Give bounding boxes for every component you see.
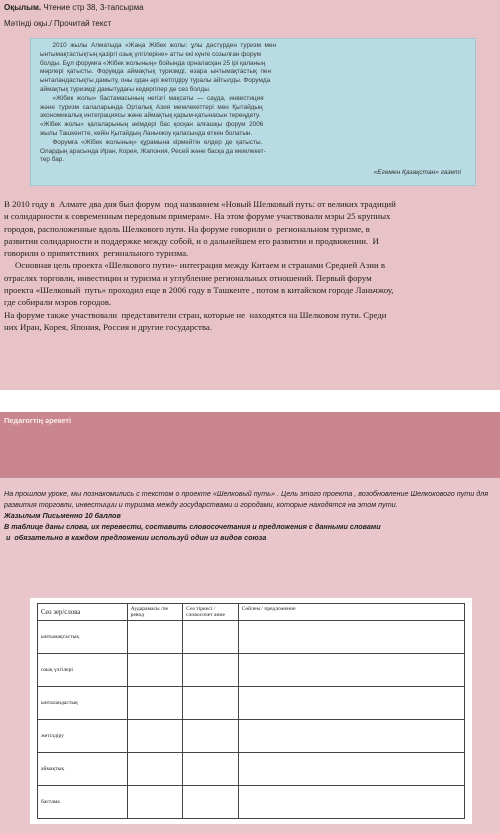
task-instruction: В таблице даны слова, их перевести, составить словосочетания и предложения с данными словами и обязательно в каждом предложении используй один из видов союза (4, 522, 381, 542)
reading-title-bold: Оқылым. (4, 3, 42, 12)
reading-subtitle: Мәтінді оқы./ Прочитай текст (4, 19, 112, 28)
section-title: Педагогтің әрекеті (4, 416, 72, 425)
row-sentence-cell[interactable] (238, 786, 464, 819)
row-sentence-cell[interactable] (238, 720, 464, 753)
row-phrase-cell[interactable] (183, 786, 239, 819)
task-text (4, 488, 498, 543)
table-row (38, 753, 465, 786)
table-row (38, 621, 465, 654)
row-word: ынтымақтастық (38, 621, 128, 654)
task-intro: На прошлом уроке, мы познакомились с текстом о проекте «Шелковый путь» . Цель этого проекта , возобновление Шелкокового пути для развития торговли, инвестиции и туризма между государствами и городами, которые находятся на этом пути. (4, 489, 489, 509)
task-section (0, 412, 500, 834)
task-heading: Жазылым Письменно 10 баллов (4, 511, 121, 520)
row-translation-cell[interactable] (127, 687, 183, 720)
page-gap (0, 390, 500, 412)
row-phrase-cell[interactable] (183, 720, 239, 753)
table-row (38, 654, 465, 687)
row-translation-cell[interactable] (127, 786, 183, 819)
reading-section (0, 0, 500, 390)
table-row (38, 720, 465, 753)
row-phrase-cell[interactable] (183, 687, 239, 720)
row-word: жетілдіру (38, 720, 128, 753)
header-translation: Аударамасы /пе ревод (127, 604, 183, 621)
row-word: аймақтық (38, 753, 128, 786)
header-words: Сөз зер/слова (38, 604, 128, 621)
row-translation-cell[interactable] (127, 654, 183, 687)
row-translation-cell[interactable] (127, 720, 183, 753)
row-sentence-cell[interactable] (238, 654, 464, 687)
word-table (37, 603, 465, 819)
row-word: ынталандастық (38, 687, 128, 720)
word-table-wrapper (30, 598, 472, 824)
kazakh-text-scan (30, 38, 476, 186)
russian-translation: В 2010 году в Алмате два дня был форум под названием «Новый Шелковый путь: от великих традиций и солидарности к современным передовым примерам». На этом форуме участвовали мэры 25 крупных городов, расположенные вдоль Шелкового пути. На форуме говорили о региональном туризме, в развитии солидарности и поддержке между собой, и о дальнейшем его развитии и продвижении. И говорили о припятствиях регинального туризма. Основная цель проекта «Шелкового пути»- интеграция между Китаем и странами Средней Азии в отраслях торговли, инвестиции и туризма и углубление региональных отношений. Первый форум проекта «Шелковый путь» проходил еще в 2006 году в Ташкенте , потом в китайском городе Ланьчжоу, где собирали мэров городов. На форуме также участвовали представители стран, которые не находятся на Шелковом пути. Среди них Иран, Корея, Япония, Россия и другие государства. (4, 199, 396, 332)
row-translation-cell[interactable] (127, 753, 183, 786)
table-row (38, 687, 465, 720)
row-word: бастама (38, 786, 128, 819)
header-phrase: Сөз тіркесі / словосочет ание (183, 604, 239, 621)
row-phrase-cell[interactable] (183, 621, 239, 654)
table-row (38, 786, 465, 819)
kazakh-text-source: «Егемен Қазақстан» газеті (373, 169, 461, 176)
row-phrase-cell[interactable] (183, 654, 239, 687)
row-sentence-cell[interactable] (238, 687, 464, 720)
row-sentence-cell[interactable] (238, 621, 464, 654)
header-sentence: Сөйлем / предложение (238, 604, 464, 621)
row-translation-cell[interactable] (127, 621, 183, 654)
row-word: озық үлгілері (38, 654, 128, 687)
kazakh-text-body: 2010 жылы Алматыда «Жаңа Жібек жолы: ұлы дәстүрден туризм мен ынтымақтастықтың қазіргі озық үлгілеріне» атты екі күнге созылған форум болды. Бұл форумға «Жібек жолының» бойында орналасқан 25 ірі қаланың мәрлері қатысты. Форумда аймақтық туризмді, өзара ынтымақтастық пен ынталандастықты дамыту, оны одан әрі жетілдіру туралы айтылды. Форумда аймақтық туризмді дамытудағы кедергілер де сөз болды. «Жібек жолы» бастамасының негізгі мақсаты — сауда, инвестиция және туризм салаларында Орталық Азия мемлекеттері мен Қытайдың экономикалық интеграциясы және аймақтық қарым-қатынасын тереңдету. «Жібек жолы» қалаларының әкімдері бас қосқан алғашқы форум 2006 жылы Ташкентте, кейін Қытайдың Ланьчжоу қаласында өткен болатын. Форумға «Жібек жолының» құрамына кірмейтін елдер де қатысты. Олардың арасында Иран, Корея, Жапония, Ресей және басқа да мемлекет- тер бар. (40, 42, 276, 164)
reading-title-rest: Чтение стр 38, 3-тапсырма (41, 3, 144, 12)
section-band (0, 412, 500, 478)
reading-header (4, 3, 144, 13)
row-phrase-cell[interactable] (183, 753, 239, 786)
row-sentence-cell[interactable] (238, 753, 464, 786)
table-header-row (38, 604, 465, 621)
